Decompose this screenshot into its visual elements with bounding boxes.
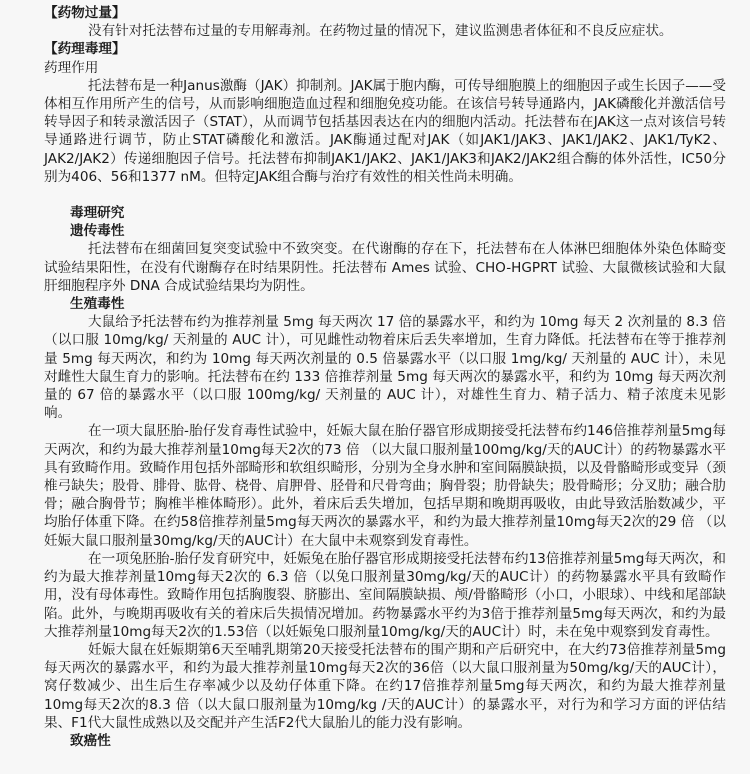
genotoxicity-text: 托法替布在细菌回复突变试验中不致突变。在代谢酶的存在下，托法替布在人体淋巴细胞体外染色体畸变试验结果阳性，在没有代谢酶存在时结果阴性。托法替布 Ames 试验、CHO-HGPRT 试验、大鼠微核试验和大鼠肝细胞程序外 DNA 合成试验结果均为阴性。: [44, 241, 726, 294]
pharmacology-subheading: 药理作用: [44, 59, 99, 76]
genotoxicity-heading: 遗传毒性: [70, 223, 125, 240]
reproductive-toxicity-paragraph-2: 在一项大鼠胚胎-胎仔发育毒性试验中，妊娠大鼠在胎仔器官形成期接受托法替布约146倍推荐剂量5mg每天两次，和约为最大推荐剂量10mg每天2次的73 倍 （以大鼠口服剂量100mg/kg/天的AUC计）的药物暴露水平具有致畸作用。致畸作用包括外部畸形和软组织畸形，分别为全身水肿和室间隔膜缺损，以及骨骼畸形或变异（颈椎弓缺失；股骨、腓骨、肱骨、桡骨、肩胛骨、胫骨和尺骨弯曲；胸骨裂；肋骨缺失；股骨畸形；分叉肋；融合肋骨；融合胸骨节；胸椎半椎体畸形）。此外，着床后丢失增加，包括早期和晚期再吸收，由此导致活胎数减少，平均胎仔体重下降。在约58倍推荐剂量5mg每天两次的暴露水平，和约为最大推荐剂量10mg每天2次的29 倍 （以妊娠大鼠口服剂量30mg/kg/天的AUC计）在大鼠中未观察到发育毒性。: [44, 423, 726, 549]
pharmacology-text: 托法替布是一种Janus激酶（JAK）抑制剂。JAK属于胞内酶，可传导细胞膜上的细胞因子或生长因子——受体相互作用所产生的信号，从而影响细胞造血过程和细胞免疫功能。在该信号转导通路内，JAK磷酸化并激活信号转导因子和转录激活因子（STAT），从而调节包括基因表达在内的细胞内活动。托法替布在JAK这一点对该信号转导通路进行调节，防止STAT磷酸化和激活。JAK酶通过配对JAK（如JAK1/JAK3、JAK1/JAK2、JAK1/TyK2、JAK2/JAK2）传递细胞因子信号。托法替布抑制JAK1/JAK2、JAK1/JAK3和JAK2/JAK2组合酶的体外活性，IC50分别为406、56和1377 nM。但特定JAK组合酶与治疗有效性的相关性尚未明确。: [44, 77, 726, 185]
overdose-text: 没有针对托法替布过量的专用解毒剂。在药物过量的情况下，建议监测患者体征和不良反应症状。: [88, 23, 673, 40]
reproductive-toxicity-paragraph-4: 妊娠大鼠在妊娠期第6天至哺乳期第20天接受托法替布的围产期和产后研究中，在大约73倍推荐剂量5mg每天两次的暴露水平，和约为最大推荐剂量10mg每天2次的36倍（以大鼠口服剂量为50mg/kg/天的AUC计），窝仔数减少、出生后生存率减少以及幼仔体重下降。在约17倍推荐剂量5mg每天两次，和约为最大推荐剂量10mg每天2次的8.3 倍（以大鼠口服剂量为10mg/kg /天的AUC计）的暴露水平，对行为和学习方面的评估结果、F1代大鼠性成熟以及交配并产生活F2代大鼠胎儿的能力没有影响。: [44, 641, 726, 731]
toxicology-heading: 毒理研究: [70, 205, 125, 222]
overdose-heading: 【药物过量】: [44, 5, 126, 21]
reproductive-toxicity-paragraph-1: 大鼠给予托法替布约为推荐剂量 5mg 每天两次 17 倍的暴露水平，和约为 10mg 每天 2 次剂量的 8.3 倍（以口服 10mg/kg/ 天剂量的 AUC 计），可见雌性动物着床后丢失率增加，生育力降低。托法替布在等于推荐剂量 5mg 每天两次，和约为 10mg 每天两次剂量的 0.5 倍暴露水平（以口服 1mg/kg/ 天剂量的 AUC 计），未见对雌性大鼠生育力的影响。托法替布在约 133 倍推荐剂量 5mg 每天两次的暴露水平，和约为 10mg 每天两次剂量的 67 倍的暴露水平（以口服 100mg/kg/ 天剂量的 AUC 计），对雄性生育力、精子活力、精子浓度未见影响。: [44, 314, 726, 422]
reproductive-toxicity-paragraph-3: 在一项兔胚胎-胎仔发育研究中，妊娠兔在胎仔器官形成期接受托法替布约13倍推荐剂量5mg每天两次，和约为最大推荐剂量10mg每天2次的 6.3 倍（以兔口服剂量30mg/kg/天的AUC计）的药物暴露水平具有致畸作用，没有母体毒性。致畸作用包括胸腹裂、脐膨出、室间隔膜缺损、颅/骨骼畸形（小口，小眼球）、中线和尾部缺陷。此外，与晚期再吸收有关的着床后失损情况增加。药物暴露水平约为3倍于推荐剂量5mg每天两次，和约为最大推荐剂量10mg每天2次的1.53倍（以妊娠兔口服剂量10mg/kg/天的AUC计）时，未在兔中观察到发育毒性。: [44, 550, 726, 640]
reproductive-toxicity-heading: 生殖毒性: [70, 296, 125, 313]
carcinogenicity-heading: 致癌性: [70, 732, 111, 749]
pharmacology-heading: 【药理毒理】: [44, 41, 126, 58]
section-spacer: [26, 186, 726, 204]
